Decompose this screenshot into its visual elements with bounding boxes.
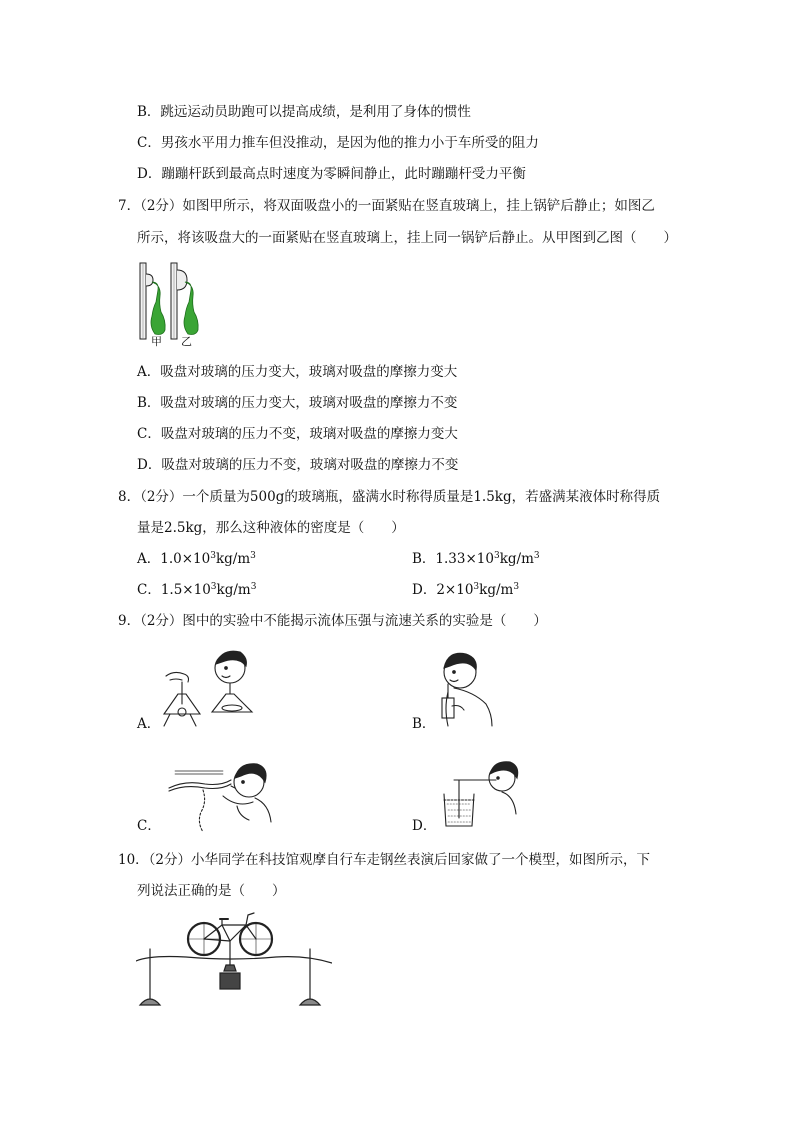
q7-caption-yi: 乙 [181, 335, 192, 348]
q6-option-d: D．蹦蹦杆跃到最高点时速度为零瞬间静止，此时蹦蹦杆受力平衡 [137, 166, 526, 182]
q9-label-d: D． [412, 818, 437, 834]
q7-caption-jia: 甲 [151, 335, 162, 348]
q8-stem-line2: 量是2.5kg，那么这种液体的密度是（ ） [137, 520, 405, 536]
q10-stem-line2: 列说法正确的是（ ） [137, 883, 286, 899]
q7-figure-suction-cups [135, 260, 205, 350]
q9-figure-c-paper-strip [165, 760, 275, 836]
q6-option-c: C．男孩水平用力推车但没推动，是因为他的推力小于车所受的阻力 [137, 135, 539, 151]
q8-option-c: C．$1.5\times 10^3kg/m^3$ [137, 582, 257, 598]
q10-stem-line1: 10．（2分）小华同学在科技馆观摩自行车走钢丝表演后回家做了一个模型，如图所示，下 [118, 852, 651, 868]
q9-label-b: B． [412, 716, 436, 732]
q6-option-b: B．跳远运动员助跑可以提高成绩，是利用了身体的惯性 [137, 104, 471, 120]
q8-option-b: B．$1.33\times 10^3kg/m^3$ [412, 551, 540, 567]
q7-option-c: C．吸盘对玻璃的压力不变，玻璃对吸盘的摩擦力变大 [137, 426, 458, 442]
q8-option-a: A．$1.0\times 10^3kg/m^3$ [137, 551, 256, 567]
q9-figure-d-atomizer [440, 760, 520, 830]
q8-stem-line1: 8．（2分）一个质量为500g的玻璃瓶，盛满水时称得质量是1.5kg，若盛满某液体时称得质 [118, 489, 661, 505]
q7-option-a: A．吸盘对玻璃的压力变大，玻璃对吸盘的摩擦力变大 [137, 364, 458, 380]
q9-label-c: C． [137, 818, 161, 834]
q9-label-a: A． [137, 716, 161, 732]
q8-option-d: D．$2\times 10^3kg/m^3$ [412, 582, 520, 598]
q9-stem: 9．（2分）图中的实验中不能揭示流体压强与流速关系的实验是（ ） [118, 613, 547, 629]
q10-figure-bicycle-tightrope [136, 905, 332, 1009]
q7-option-d: D．吸盘对玻璃的压力不变，玻璃对吸盘的摩擦力不变 [137, 457, 459, 473]
q7-stem-line2: 所示，将该吸盘大的一面紧贴在竖直玻璃上，挂上同一锅铲后静止。从甲图到乙图（ ） [137, 230, 677, 246]
q7-option-b: B．吸盘对玻璃的压力变大，玻璃对吸盘的摩擦力不变 [137, 395, 458, 411]
q9-figure-b-straw [434, 648, 500, 728]
q7-stem-line1: 7．（2分）如图甲所示，将双面吸盘小的一面紧贴在竖直玻璃上，挂上锅铲后静止；如图乙 [118, 198, 655, 214]
q9-figure-a-funnel [160, 646, 275, 728]
